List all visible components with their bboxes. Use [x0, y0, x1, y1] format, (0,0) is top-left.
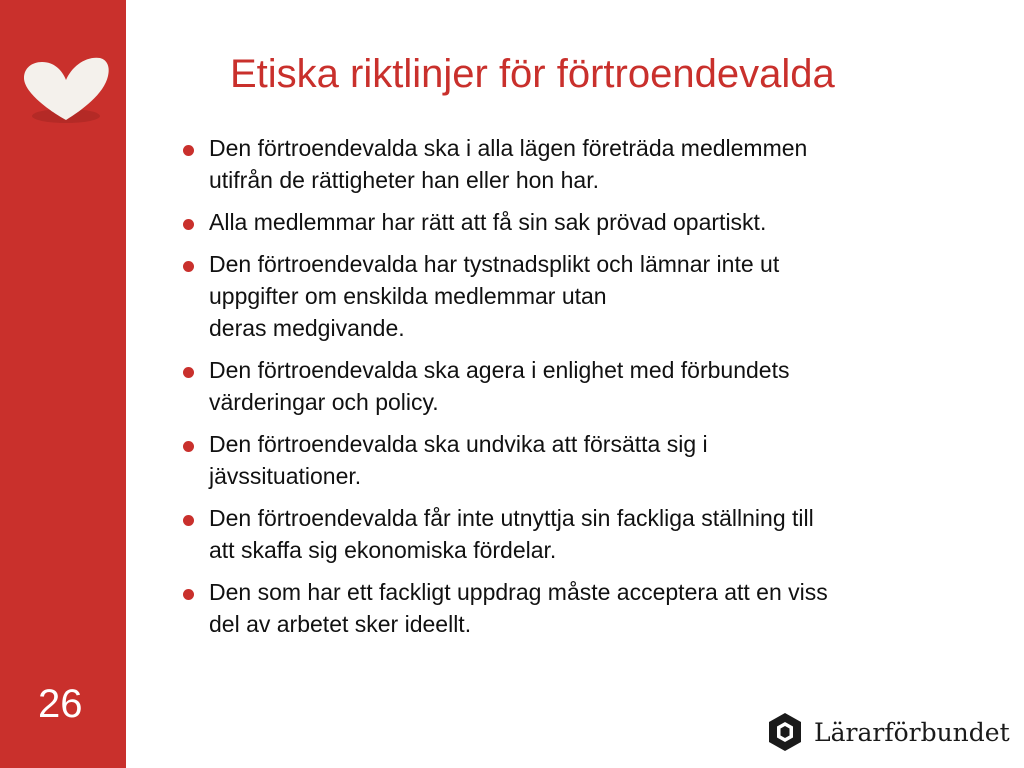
bullet-icon	[183, 441, 194, 452]
list-item	[180, 576, 980, 640]
bullet-text: Den förtroendevalda har tystnadsplikt och lämnar inte ut uppgifter om enskilda medlemmar utan deras medgivande.	[209, 251, 780, 341]
bullet-icon	[183, 219, 194, 230]
brand-logo	[766, 710, 1010, 754]
bullet-text: Alla medlemmar har rätt att få sin sak prövad opartiskt.	[209, 209, 767, 235]
list-item	[180, 248, 980, 344]
bullet-text: Den förtroendevalda ska undvika att försätta sig i jävssituationer.	[209, 431, 708, 489]
list-item	[180, 428, 980, 492]
list-item	[180, 354, 980, 418]
bullet-icon	[183, 145, 194, 156]
bullet-text: Den förtroendevalda ska i alla lägen företräda medlemmen utifrån de rättigheter han eller hon har.	[209, 135, 808, 193]
bullet-list	[180, 132, 980, 650]
bullet-text: Den förtroendevalda ska agera i enlighet med förbundets värderingar och policy.	[209, 357, 790, 415]
bullet-icon	[183, 367, 194, 378]
slide-title: Etiska riktlinjer för förtroendevalda	[230, 52, 835, 96]
list-item	[180, 132, 980, 196]
heart-icon	[18, 54, 116, 132]
logo-text: Lärarförbundet	[814, 717, 1010, 747]
bullet-text: Den förtroendevalda får inte utnyttja sin fackliga ställning till att skaffa sig ekonomiska fördelar.	[209, 505, 814, 563]
bullet-icon	[183, 515, 194, 526]
bullet-text: Den som har ett fackligt uppdrag måste acceptera att en viss del av arbetet sker ideellt.	[209, 579, 828, 637]
list-item	[180, 206, 980, 238]
slide-number: 26	[38, 682, 83, 726]
list-item	[180, 502, 980, 566]
hexagon-logo-icon	[766, 711, 804, 753]
bullet-icon	[183, 261, 194, 272]
bullet-icon	[183, 589, 194, 600]
sidebar	[0, 0, 126, 768]
